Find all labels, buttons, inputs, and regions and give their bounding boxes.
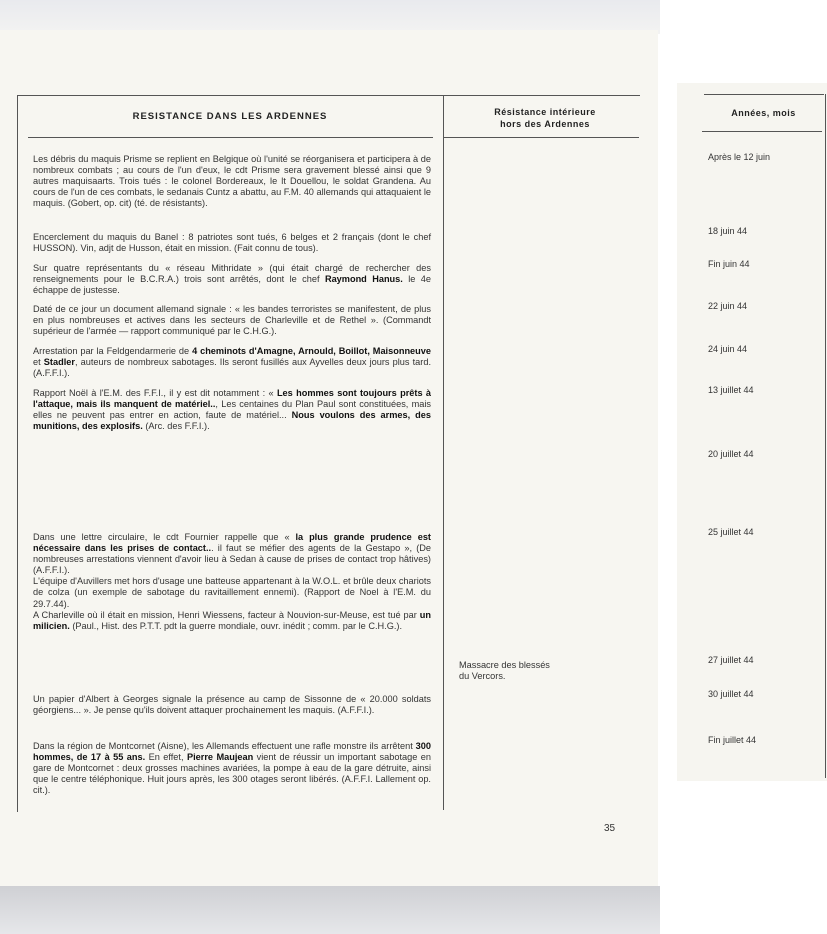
entry-camp-sissonne: Un papier d'Albert à Georges signale la présence au camp de Sissonne de « 20.000 soldats géorgiens... ». Je pense qu'ils doivent attaquer prochainement les maquis. (A.F.F.I.). (33, 694, 431, 716)
date-fin-juillet: Fin juillet 44 (708, 735, 757, 745)
dates-header-rule (702, 131, 822, 132)
middle-header-line1: Résistance intérieure (494, 107, 596, 117)
entry-cheminots-amagne: Arrestation par la Feldgendarmerie de 4 cheminots d'Amagne, Arnould, Boillot, Maisonneuve et Stadler, auteurs de nombreux sabotages. Ils seront fusillés aux Ayvelles deux jours plus tard. (A.F.F.I.). (33, 346, 432, 379)
vercors-line1: Massacre des blessés (459, 660, 550, 670)
date-apres-12-juin: Après le 12 juin (708, 152, 771, 162)
dates-column-header: Années, mois (731, 108, 796, 118)
entry-reseau-mithridate: Sur quatre représentants du « réseau Mithridate » (qui était chargé de rechercher des renseignements pour le B.C.R.A.) trois sont arrêtés, dont le chef Raymond Hanus. le 4e échappe de justesse. (33, 263, 431, 296)
date-18-juin: 18 juin 44 (708, 226, 748, 236)
entry-cdt-fournier: Dans une lettre circulaire, le cdt Fournier rappelle que « la plus grande prudence est nécessaire dans les prises de contact... il faut se méfier des agents de la Gestapo », (De nombreuses arrestations viennent d'avoir lieu à Sedan à cause de prises de contact trop hâtives) (A.F.F.I.). L'équipe d'Auvillers met hors d'usage une batteuse appartenant à la W.O.L. et brûle deux chariots de colza (un exemple de sabotage du ravitaillement ennemi). (Rapport de Noel à l'E.M. du 29.7.44). A Charleville où il était en mission, Henri Wiessens, facteur à Nouvion-sur-Meuse, est tué par un milicien. (Paul., Hist. des P.T.T. pdt la guerre mondiale, ouvr. inédit ; comm. par le C.H.G.). (33, 532, 431, 631)
header-rule-main (28, 137, 433, 138)
entry-rapport-noel: Rapport Noël à l'E.M. des F.F.I., il y est dit notamment : « Les hommes sont toujours prêts à l'attaque, mais ils manquent de matériel.., Les centaines du Plan Paul sont constituées, mais elles ne peuvent pas entrer en action, faute de matériel... Nous voulons des armes, des munitions, des explosifs. (Arc. des F.F.I.). (33, 388, 432, 432)
date-30-juillet: 30 juillet 44 (708, 689, 754, 699)
vercors-line2: du Vercors. (459, 671, 506, 682)
date-27-juillet: 27 juillet 44 (708, 655, 754, 665)
scan-bottom-margin (0, 886, 660, 934)
date-24-juin: 24 juin 44 (708, 344, 748, 354)
entry-document-allemand: Daté de ce jour un document allemand signale : « les bandes terroristes se manifestent, de plus en plus nombreuses et actives dans les secteurs de Charleville et de Rethel ». (Commandt supérieur de l'armée — rapport communiqué par le C.H.G.). (33, 304, 431, 337)
page-number: 35 (604, 823, 616, 834)
dates-right-rule (825, 94, 826, 778)
header-rule-middle (443, 137, 639, 138)
date-20-juillet: 20 juillet 44 (708, 449, 754, 459)
date-13-juillet: 13 juillet 44 (708, 385, 754, 395)
middle-header-line2: hors des Ardennes (500, 119, 590, 129)
entry-maquis-prisme: Les débris du maquis Prisme se replient en Belgique où l'unité se réorganisera et participera à de nombreux combats ; au cours de l'un d'eux, le cdt Prisme sera gravement blessé ainsi que 9 autres maquisaarts. Trois tués : le colonel Bordereaux, le lt Douellou, le soldat Grandena. Au cours de l'un de ces combats, le sedanais Cuntz a abattu, au F.M. 40 allemands qui attaquaient le maquis. (Gobert, op. cit) (té. de résistants). (33, 154, 431, 209)
middle-column-header (450, 106, 640, 130)
main-column-header: RESISTANCE DANS LES ARDENNES (132, 111, 328, 122)
date-22-juin: 22 juin 44 (708, 301, 748, 311)
entry-vercors (459, 660, 589, 682)
table-top-rule (17, 95, 640, 96)
dates-column-strip (677, 83, 827, 781)
date-fin-juin: Fin juin 44 (708, 259, 750, 269)
scan-top-margin (0, 0, 660, 34)
dates-top-rule (704, 94, 824, 95)
entry-maquis-banel: Encerclement du maquis du Banel : 8 patriotes sont tués, 6 belges et 2 français (dont le chef HUSSON). Vin, adjt de Husson, était en mission. (Fait connu de tous). (33, 232, 431, 254)
table-left-rule (17, 95, 18, 812)
date-25-juillet: 25 juillet 44 (708, 527, 754, 537)
entry-rafle-montcornet: Dans la région de Montcornet (Aisne), les Allemands effectuent une rafle monstre ils arrêtent 300 hommes, de 17 à 55 ans. En effet, Pierre Maujean vient de réussir un important sabotage en gare de Montcornet : deux grosses machines avariées, la pompe à eau de la gare détruite, ainsi que le centre téléphonique. Huit jours après, les 300 otages seront libérés. (A.F.F.I. Lallement op. cit.). (33, 741, 431, 796)
column-divider (443, 96, 444, 810)
